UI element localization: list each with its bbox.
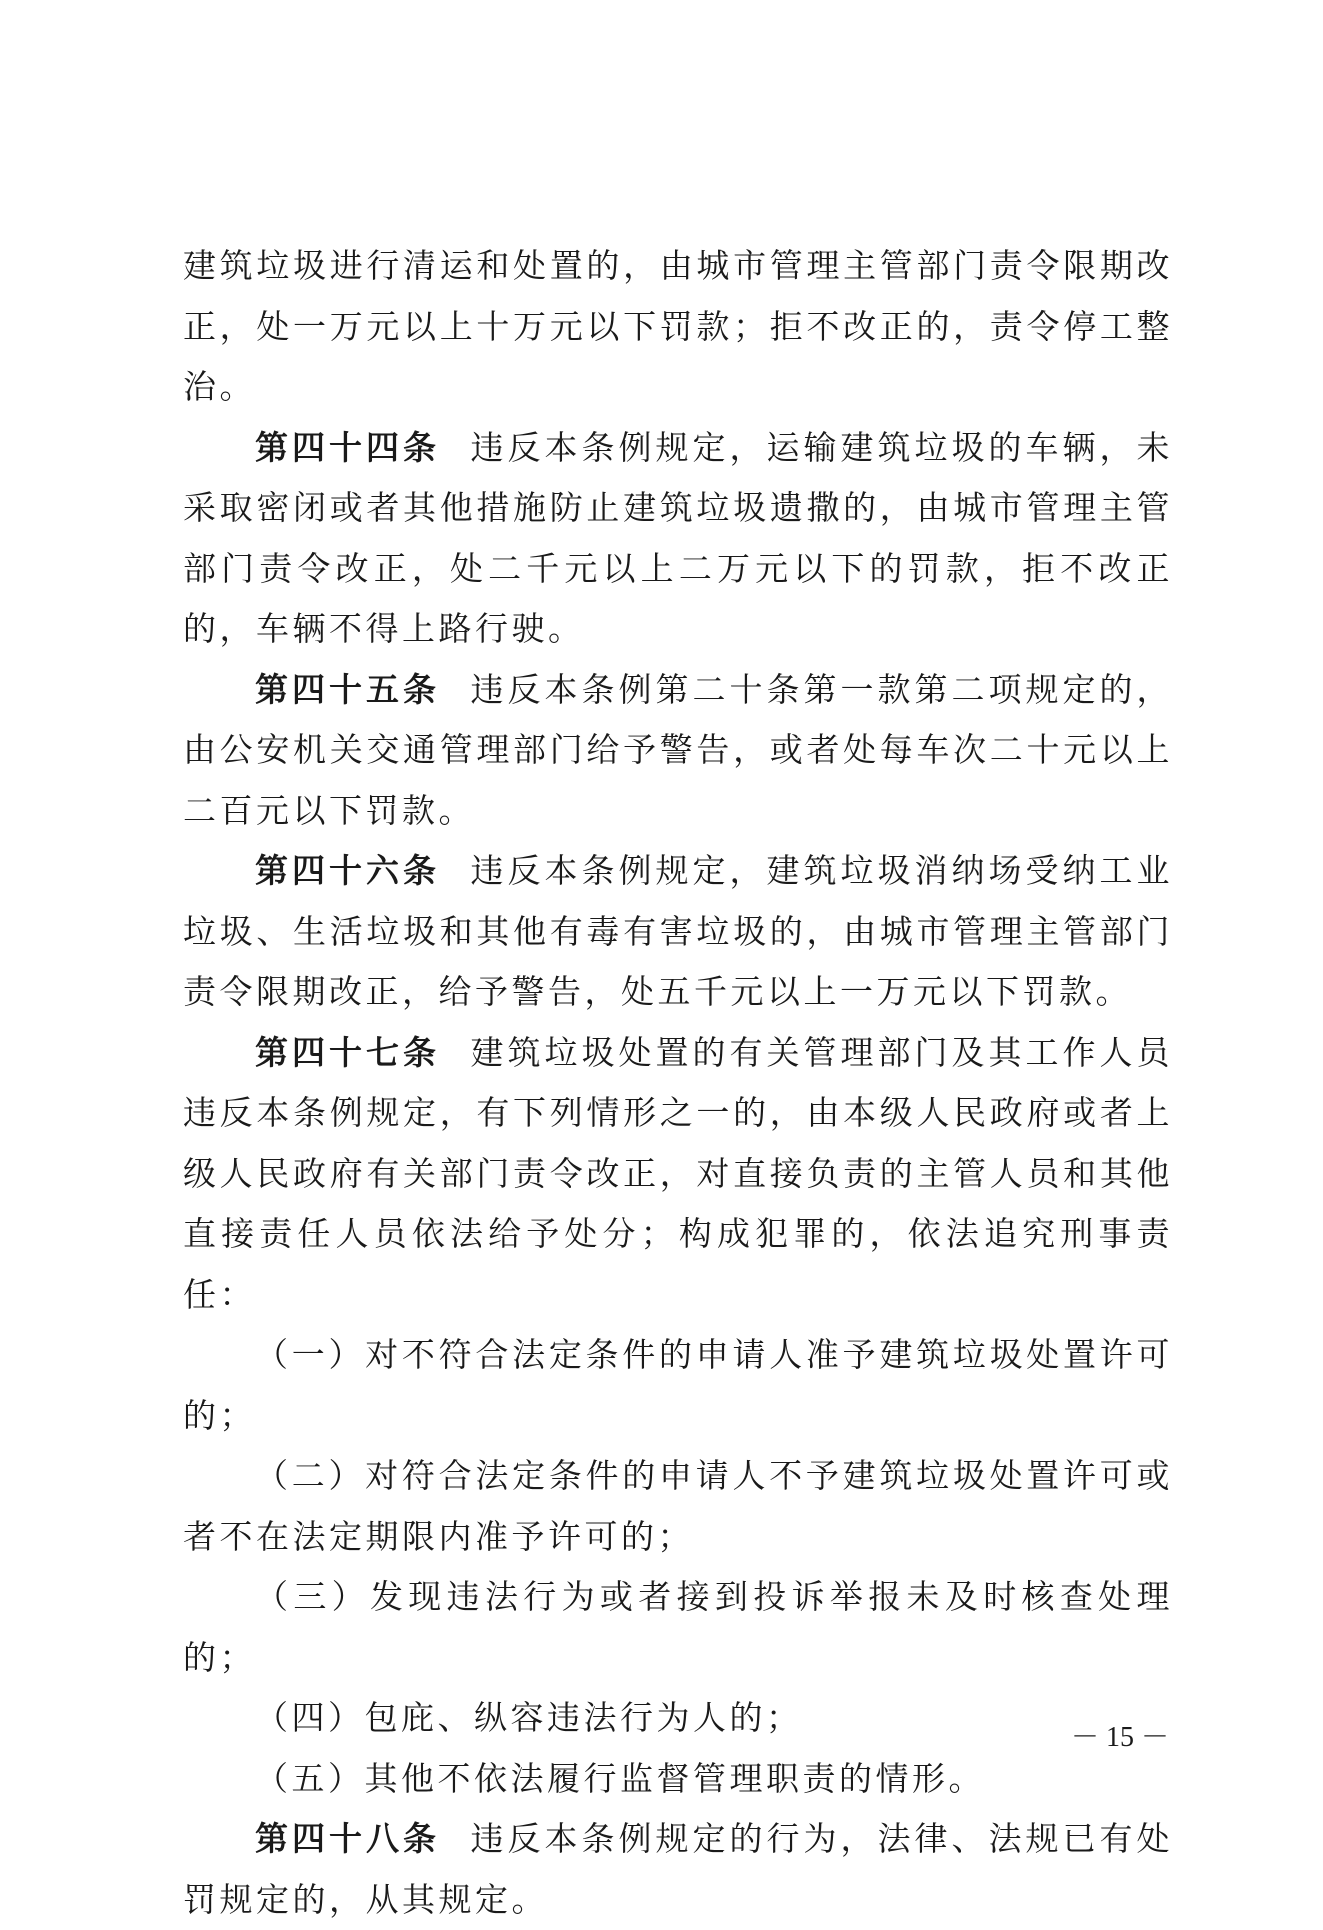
list-item: （五）其他不依法履行监督管理职责的情形。 bbox=[255, 1758, 985, 1798]
article-text: 建筑垃圾处置的有关管理部门及其工作人员违反本条例规定，有下列情形之一的，由本级人民政府或者上级人民政府有关部门责令改正，对直接负责的主管人员和其他直接责任人员依法给予处分；构成犯罪的，依法追究刑事责任： bbox=[183, 1032, 1173, 1314]
article-label: 第四十八条 bbox=[255, 1819, 440, 1858]
article-46 bbox=[183, 841, 1173, 1023]
article-text: 违反本条例规定，建筑垃圾消纳场受纳工业垃圾、生活垃圾和其他有毒有害垃圾的，由城市管理主管部门责令限期改正，给予警告，处五千元以上一万元以下罚款。 bbox=[183, 851, 1173, 1011]
list-item: （一）对不符合法定条件的申请人准予建筑垃圾处置许可的； bbox=[183, 1335, 1173, 1435]
article-label: 第四十七条 bbox=[255, 1032, 440, 1072]
article-label: 第四十六条 bbox=[255, 851, 440, 890]
article-label: 第四十四条 bbox=[255, 427, 440, 467]
article-48 bbox=[183, 1809, 1173, 1930]
document-body bbox=[183, 236, 1173, 1930]
page-number: － 15 － bbox=[1070, 1722, 1169, 1753]
article-text: 违反本条例第二十条第一款第二项规定的，由公安机关交通管理部门给予警告，或者处每车次二十元以上二百元以下罚款。 bbox=[183, 669, 1173, 830]
article-44 bbox=[183, 418, 1173, 660]
list-item: （二）对符合法定条件的申请人不予建筑垃圾处置许可或者不在法定期限内准予许可的； bbox=[183, 1456, 1173, 1556]
article-47 bbox=[183, 1023, 1173, 1326]
list-item: （三）发现违法行为或者接到投诉举报未及时核查处理的； bbox=[183, 1577, 1173, 1677]
article-text: 违反本条例规定的行为，法律、法规已有处罚规定的，从其规定。 bbox=[183, 1819, 1173, 1919]
list-item: （四）包庇、纵容违法行为人的； bbox=[255, 1698, 803, 1737]
article-label: 第四十五条 bbox=[255, 669, 440, 709]
intro-paragraph: 建筑垃圾进行清运和处置的，由城市管理主管部门责令限期改正，处一万元以上十万元以下罚款；拒不改正的，责令停工整治。 bbox=[183, 246, 1173, 406]
article-45 bbox=[183, 660, 1173, 842]
article-text: 违反本条例规定，运输建筑垃圾的车辆，未采取密闭或者其他措施防止建筑垃圾遗撒的，由城市管理主管部门责令改正，处二千元以上二万元以下的罚款，拒不改正的，车辆不得上路行驶。 bbox=[183, 427, 1173, 648]
